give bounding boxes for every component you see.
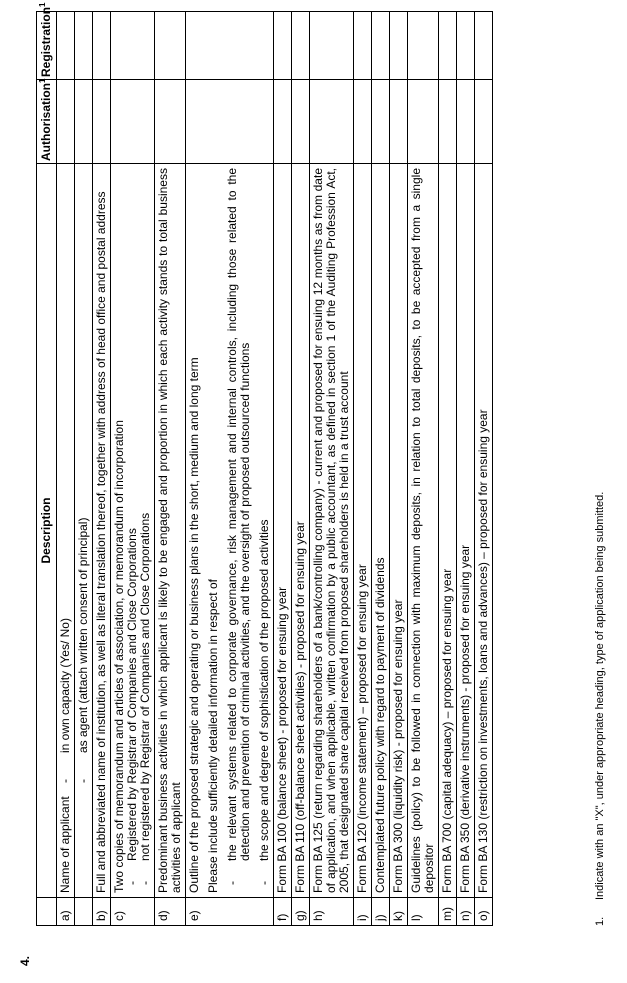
row-description: Form BA 700 (capital adequacy) – proposed for ensuing year xyxy=(439,164,457,898)
registration-checkbox-cell[interactable] xyxy=(310,12,354,80)
row-letter: m) xyxy=(439,898,457,926)
table-row-j xyxy=(372,12,390,926)
authorisation-checkbox-cell[interactable] xyxy=(186,80,274,164)
table-row-e xyxy=(186,12,274,926)
registration-checkbox-cell[interactable] xyxy=(292,12,310,80)
row-description: Contemplated future policy with regard to payment of dividends xyxy=(372,164,390,898)
registration-checkbox-cell[interactable] xyxy=(93,12,111,80)
table-row-f xyxy=(274,12,292,926)
authorisation-checkbox-cell[interactable] xyxy=(75,80,93,164)
registration-checkbox-cell[interactable] xyxy=(475,12,493,80)
list-item: - not registered by Registrar of Companies and Close Corporations xyxy=(138,512,152,885)
row-description: Name of applicant-in own capacity (Yes/ No) xyxy=(57,164,75,898)
row-letter: g) xyxy=(292,898,310,926)
registration-checkbox-cell[interactable] xyxy=(390,12,408,80)
table-row-b xyxy=(93,12,111,926)
row-description: -as agent (attach written consent of principal) xyxy=(75,164,93,898)
authorisation-checkbox-cell[interactable] xyxy=(111,80,155,164)
row-description: Two copies of memorandum and articles of association, or memorandum of incorporation - Registered by Registrar of Companies and Close Corporations - not registered by Registrar of Companies and Close Corporations xyxy=(111,164,155,898)
authorisation-checkbox-cell[interactable] xyxy=(475,80,493,164)
row-description: Form BA 350 (derivative instruments) - proposed for ensuing year xyxy=(457,164,475,898)
list-item: - the scope and degree of sophistication of the proposed activities xyxy=(257,519,271,885)
authorisation-checkbox-cell[interactable] xyxy=(57,80,75,164)
table-row-d xyxy=(155,12,186,926)
registration-checkbox-cell[interactable] xyxy=(408,12,439,80)
row-letter: e) xyxy=(186,898,274,926)
row-letter: l) xyxy=(408,898,439,926)
row-letter: h) xyxy=(310,898,354,926)
table-row-c xyxy=(111,12,155,926)
row-letter: i) xyxy=(354,898,372,926)
registration-checkbox-cell[interactable] xyxy=(354,12,372,80)
row-description: Predominant business activities in which applicant is likely to be engaged and proportion in which each activity stands to total business activities of applicant xyxy=(155,164,186,898)
row-letter: a) xyxy=(57,898,75,926)
authorisation-checkbox-cell[interactable] xyxy=(93,80,111,164)
authorisation-checkbox-cell[interactable] xyxy=(354,80,372,164)
registration-checkbox-cell[interactable] xyxy=(57,12,75,80)
row-description: Full and abbreviated name of institution, as well as literal translation thereof, together with address of head office and postal address xyxy=(93,164,111,898)
header-authorisation: Authorisation$^1$ xyxy=(37,80,57,164)
table-row-h xyxy=(310,12,354,926)
table-row-n xyxy=(457,12,475,926)
table-row-l xyxy=(408,12,439,926)
row-description: Form BA 125 (return regarding shareholders of a bank/controlling company) - current and proposed for ensuing 12 months as from date of application, and when applicable, written confirmation by a public accountant, as defined in section 1 of the Auditing Profession Act, 2005, that designated share capital received from proposed shareholders is held in a trust account xyxy=(310,164,354,898)
registration-checkbox-cell[interactable] xyxy=(457,12,475,80)
authorisation-checkbox-cell[interactable] xyxy=(439,80,457,164)
row-letter: c) xyxy=(111,898,155,926)
registration-checkbox-cell[interactable] xyxy=(75,12,93,80)
authorisation-checkbox-cell[interactable] xyxy=(457,80,475,164)
row-letter: d) xyxy=(155,898,186,926)
row-letter: f) xyxy=(274,898,292,926)
table-row-o xyxy=(475,12,493,926)
table-row-k xyxy=(390,12,408,926)
table-row-m xyxy=(439,12,457,926)
registration-checkbox-cell[interactable] xyxy=(274,12,292,80)
row-description: Form BA 300 (liquidity risk) - proposed for ensuing year xyxy=(390,164,408,898)
authorisation-checkbox-cell[interactable] xyxy=(155,80,186,164)
row-description: Form BA 130 (restriction on investments, loans and advances) – proposed for ensuing year xyxy=(475,164,493,898)
row-description: Outline of the proposed strategic and operating or business plans in the short, medium and long term Please include sufficiently detailed information in respect of - the relevant systems related to corporate governance, risk management and internal controls, including those related to the detection and prevention of criminal activities, and the oversight of proposed outsourced functions - the scope and degree of sophistication of the proposed activities xyxy=(186,164,274,898)
authorisation-checkbox-cell[interactable] xyxy=(372,80,390,164)
header-letter xyxy=(37,898,57,926)
row-letter: b) xyxy=(93,898,111,926)
footnote-number: 1. xyxy=(594,916,606,926)
footnote-text: Indicate with an "X", under appropriate heading, type of application being submitted. xyxy=(594,491,606,900)
row-letter: o) xyxy=(475,898,493,926)
row-description: Form BA 110 (off-balance sheet activities) - proposed for ensuing year xyxy=(292,164,310,898)
registration-checkbox-cell[interactable] xyxy=(372,12,390,80)
header-registration: Registration$^1$ xyxy=(37,12,57,80)
row-letter: n) xyxy=(457,898,475,926)
table-row-i xyxy=(354,12,372,926)
footnote xyxy=(594,492,606,926)
list-item: - the relevant systems related to corporate governance, risk management and internal controls, including those related to the detection and prevention of criminal activities, and the oversight of proposed outsourced functions xyxy=(225,168,252,885)
page-number: 4. xyxy=(18,955,32,966)
table-header-row xyxy=(37,12,57,926)
registration-checkbox-cell[interactable] xyxy=(186,12,274,80)
table-row-a-2 xyxy=(75,12,93,926)
header-description: Description xyxy=(37,164,57,898)
registration-checkbox-cell[interactable] xyxy=(111,12,155,80)
row-letter: j) xyxy=(372,898,390,926)
row-description: Form BA 120 (income statement) – proposed for ensuing year xyxy=(354,164,372,898)
registration-checkbox-cell[interactable] xyxy=(439,12,457,80)
table-row-g xyxy=(292,12,310,926)
row-letter: k) xyxy=(390,898,408,926)
list-item: - Registered by Registrar of Companies and Close Corporations xyxy=(125,528,139,885)
authorisation-checkbox-cell[interactable] xyxy=(408,80,439,164)
authorisation-checkbox-cell[interactable] xyxy=(310,80,354,164)
row-description: Guidelines (policy) to be followed in connection with maximum deposits, in relation to total deposits, to be accepted from a single depositor xyxy=(408,164,439,898)
authorisation-checkbox-cell[interactable] xyxy=(390,80,408,164)
row-description: Form BA 100 (balance sheet) - proposed for ensuing year xyxy=(274,164,292,898)
authorisation-checkbox-cell[interactable] xyxy=(292,80,310,164)
authorisation-checkbox-cell[interactable] xyxy=(274,80,292,164)
registration-checkbox-cell[interactable] xyxy=(155,12,186,80)
requirements-table xyxy=(36,2,493,926)
table-row-a xyxy=(57,12,75,926)
